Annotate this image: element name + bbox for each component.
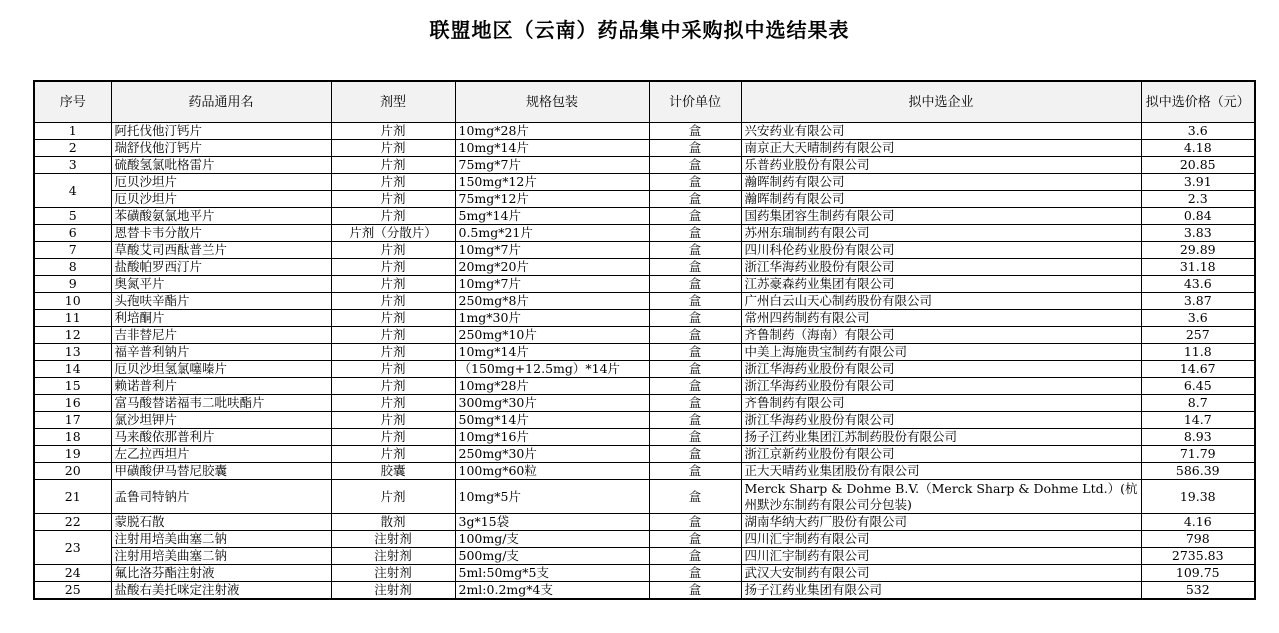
table-row: [34, 276, 1255, 293]
cell-dosage-form: 片剂: [331, 480, 455, 514]
cell-no: 13: [34, 344, 111, 361]
cell-specification: 5ml:50mg*5支: [455, 565, 649, 582]
cell-specification: 10mg*28片: [455, 123, 649, 140]
cell-drug-name: 瑞舒伐他汀钙片: [111, 140, 331, 157]
cell-price: 6.45: [1141, 378, 1255, 395]
cell-price: 3.87: [1141, 293, 1255, 310]
table-row: [34, 191, 1255, 208]
cell-dosage-form: 片剂: [331, 191, 455, 208]
cell-specification: 50mg*14片: [455, 412, 649, 429]
cell-dosage-form: 片剂: [331, 174, 455, 191]
cell-no: 14: [34, 361, 111, 378]
cell-dosage-form: 片剂: [331, 140, 455, 157]
cell-drug-name: 氟比洛芬酯注射液: [111, 565, 331, 582]
cell-unit: 盒: [649, 480, 741, 514]
cell-price: 14.67: [1141, 361, 1255, 378]
cell-specification: 10mg*28片: [455, 378, 649, 395]
cell-specification: 0.5mg*21片: [455, 225, 649, 242]
cell-dosage-form: 注射剂: [331, 548, 455, 565]
cell-specification: 150mg*12片: [455, 174, 649, 191]
cell-price: 257: [1141, 327, 1255, 344]
cell-unit: 盒: [649, 293, 741, 310]
cell-company: 南京正大天晴制药有限公司: [741, 140, 1141, 157]
cell-company: 中美上海施贵宝制药有限公司: [741, 344, 1141, 361]
cell-company: 兴安药业有限公司: [741, 123, 1141, 140]
cell-company: 武汉大安制药有限公司: [741, 565, 1141, 582]
cell-drug-name: 苯磺酸氨氯地平片: [111, 208, 331, 225]
cell-unit: 盒: [649, 565, 741, 582]
cell-no: 20: [34, 463, 111, 480]
cell-specification: 100mg/支: [455, 531, 649, 548]
cell-specification: 10mg*14片: [455, 140, 649, 157]
cell-no: 3: [34, 157, 111, 174]
table-row: [34, 361, 1255, 378]
cell-specification: 20mg*20片: [455, 259, 649, 276]
cell-drug-name: 氯沙坦钾片: [111, 412, 331, 429]
cell-specification: 10mg*5片: [455, 480, 649, 514]
cell-no: 19: [34, 446, 111, 463]
cell-drug-name: 注射用培美曲塞二钠: [111, 531, 331, 548]
cell-dosage-form: 注射剂: [331, 582, 455, 600]
cell-price: 11.8: [1141, 344, 1255, 361]
table-row: [34, 242, 1255, 259]
cell-price: 43.6: [1141, 276, 1255, 293]
cell-drug-name: 盐酸帕罗西汀片: [111, 259, 331, 276]
header-price: 拟中选价格（元）: [1141, 81, 1255, 123]
cell-dosage-form: 注射剂: [331, 565, 455, 582]
table-row: [34, 123, 1255, 140]
table-row: [34, 378, 1255, 395]
cell-specification: 500mg/支: [455, 548, 649, 565]
table-row: [34, 310, 1255, 327]
cell-company: 四川汇宇制药有限公司: [741, 548, 1141, 565]
table-row: [34, 174, 1255, 191]
cell-dosage-form: 片剂: [331, 361, 455, 378]
cell-unit: 盒: [649, 208, 741, 225]
cell-no: 2: [34, 140, 111, 157]
cell-company: 瀚晖制药有限公司: [741, 174, 1141, 191]
cell-dosage-form: 片剂: [331, 208, 455, 225]
cell-specification: 250mg*10片: [455, 327, 649, 344]
cell-company: 浙江华海药业股份有限公司: [741, 378, 1141, 395]
cell-no: 7: [34, 242, 111, 259]
header-unit: 计价单位: [649, 81, 741, 123]
cell-company: 江苏豪森药业集团有限公司: [741, 276, 1141, 293]
cell-dosage-form: 片剂（分散片）: [331, 225, 455, 242]
cell-unit: 盒: [649, 514, 741, 531]
cell-specification: 2ml:0.2mg*4支: [455, 582, 649, 600]
cell-specification: 10mg*16片: [455, 429, 649, 446]
cell-price: 2735.83: [1141, 548, 1255, 565]
cell-drug-name: 蒙脱石散: [111, 514, 331, 531]
cell-dosage-form: 片剂: [331, 429, 455, 446]
cell-price: 0.84: [1141, 208, 1255, 225]
cell-dosage-form: 片剂: [331, 412, 455, 429]
cell-no: 11: [34, 310, 111, 327]
table-row: [34, 395, 1255, 412]
cell-drug-name: 盐酸右美托咪定注射液: [111, 582, 331, 600]
cell-dosage-form: 片剂: [331, 344, 455, 361]
table-row: [34, 412, 1255, 429]
cell-price: 4.18: [1141, 140, 1255, 157]
cell-no: 5: [34, 208, 111, 225]
cell-unit: 盒: [649, 582, 741, 600]
cell-dosage-form: 胶囊: [331, 463, 455, 480]
cell-specification: 1mg*30片: [455, 310, 649, 327]
cell-no: 6: [34, 225, 111, 242]
cell-price: 14.7: [1141, 412, 1255, 429]
cell-no: 1: [34, 123, 111, 140]
cell-drug-name: 厄贝沙坦氢氯噻嗪片: [111, 361, 331, 378]
cell-no: 8: [34, 259, 111, 276]
cell-specification: 75mg*12片: [455, 191, 649, 208]
cell-unit: 盒: [649, 395, 741, 412]
cell-unit: 盒: [649, 259, 741, 276]
cell-specification: 3g*15袋: [455, 514, 649, 531]
table-row: [34, 225, 1255, 242]
cell-company: 扬子江药业集团有限公司: [741, 582, 1141, 600]
cell-drug-name: 阿托伐他汀钙片: [111, 123, 331, 140]
cell-company: 浙江华海药业股份有限公司: [741, 412, 1141, 429]
header-drug-name: 药品通用名: [111, 81, 331, 123]
table-row: [34, 140, 1255, 157]
cell-unit: 盒: [649, 531, 741, 548]
cell-dosage-form: 注射剂: [331, 531, 455, 548]
cell-drug-name: 注射用培美曲塞二钠: [111, 548, 331, 565]
table-row: [34, 259, 1255, 276]
cell-specification: 10mg*7片: [455, 276, 649, 293]
cell-dosage-form: 片剂: [331, 310, 455, 327]
header-company: 拟中选企业: [741, 81, 1141, 123]
cell-drug-name: 左乙拉西坦片: [111, 446, 331, 463]
cell-dosage-form: 片剂: [331, 276, 455, 293]
cell-no: 25: [34, 582, 111, 600]
table-body: [34, 123, 1255, 600]
cell-unit: 盒: [649, 429, 741, 446]
cell-unit: 盒: [649, 191, 741, 208]
cell-drug-name: 硫酸氢氯吡格雷片: [111, 157, 331, 174]
cell-company: 浙江华海药业股份有限公司: [741, 259, 1141, 276]
cell-no: 4: [34, 174, 111, 208]
cell-price: 4.16: [1141, 514, 1255, 531]
cell-no: 22: [34, 514, 111, 531]
cell-no: 9: [34, 276, 111, 293]
cell-company: 齐鲁制药有限公司: [741, 395, 1141, 412]
cell-unit: 盒: [649, 344, 741, 361]
cell-drug-name: 厄贝沙坦片: [111, 191, 331, 208]
cell-company: 浙江华海药业股份有限公司: [741, 361, 1141, 378]
cell-company: Merck Sharp & Dohme B.V.（Merck Sharp & Dohme Ltd.）(杭州默沙东制药有限公司分包装): [741, 480, 1141, 514]
cell-no: 23: [34, 531, 111, 565]
cell-dosage-form: 片剂: [331, 242, 455, 259]
cell-no: 21: [34, 480, 111, 514]
cell-price: 586.39: [1141, 463, 1255, 480]
cell-unit: 盒: [649, 548, 741, 565]
table-row: [34, 582, 1255, 600]
cell-specification: 300mg*30片: [455, 395, 649, 412]
table-row: [34, 514, 1255, 531]
cell-price: 71.79: [1141, 446, 1255, 463]
cell-unit: 盒: [649, 276, 741, 293]
cell-company: 苏州东瑞制药有限公司: [741, 225, 1141, 242]
cell-dosage-form: 片剂: [331, 395, 455, 412]
cell-company: 扬子江药业集团江苏制药股份有限公司: [741, 429, 1141, 446]
cell-specification: 10mg*14片: [455, 344, 649, 361]
cell-price: 3.6: [1141, 123, 1255, 140]
cell-no: 15: [34, 378, 111, 395]
table-row: [34, 548, 1255, 565]
cell-dosage-form: 片剂: [331, 378, 455, 395]
cell-company: 浙江京新药业股份有限公司: [741, 446, 1141, 463]
cell-no: 12: [34, 327, 111, 344]
cell-drug-name: 奥氮平片: [111, 276, 331, 293]
cell-price: 20.85: [1141, 157, 1255, 174]
table-row: [34, 565, 1255, 582]
cell-unit: 盒: [649, 361, 741, 378]
cell-unit: 盒: [649, 463, 741, 480]
cell-unit: 盒: [649, 327, 741, 344]
cell-dosage-form: 片剂: [331, 259, 455, 276]
cell-price: 8.7: [1141, 395, 1255, 412]
cell-company: 湖南华纳大药厂股份有限公司: [741, 514, 1141, 531]
cell-price: 19.38: [1141, 480, 1255, 514]
cell-no: 24: [34, 565, 111, 582]
header-no: 序号: [34, 81, 111, 123]
cell-company: 国药集团容生制药有限公司: [741, 208, 1141, 225]
cell-price: 3.83: [1141, 225, 1255, 242]
cell-price: 3.6: [1141, 310, 1255, 327]
cell-dosage-form: 片剂: [331, 327, 455, 344]
cell-unit: 盒: [649, 412, 741, 429]
cell-price: 798: [1141, 531, 1255, 548]
cell-dosage-form: 片剂: [331, 293, 455, 310]
cell-specification: （150mg+12.5mg）*14片: [455, 361, 649, 378]
table-row: [34, 344, 1255, 361]
cell-specification: 250mg*30片: [455, 446, 649, 463]
cell-specification: 5mg*14片: [455, 208, 649, 225]
cell-dosage-form: 片剂: [331, 446, 455, 463]
cell-company: 四川科伦药业股份有限公司: [741, 242, 1141, 259]
cell-unit: 盒: [649, 174, 741, 191]
cell-drug-name: 甲磺酸伊马替尼胶囊: [111, 463, 331, 480]
header-dosage-form: 剂型: [331, 81, 455, 123]
table-row: [34, 429, 1255, 446]
cell-dosage-form: 片剂: [331, 123, 455, 140]
cell-unit: 盒: [649, 242, 741, 259]
cell-specification: 75mg*7片: [455, 157, 649, 174]
cell-price: 532: [1141, 582, 1255, 600]
cell-drug-name: 恩替卡韦分散片: [111, 225, 331, 242]
cell-drug-name: 吉非替尼片: [111, 327, 331, 344]
cell-drug-name: 草酸艾司西酞普兰片: [111, 242, 331, 259]
table-row: [34, 208, 1255, 225]
cell-dosage-form: 片剂: [331, 157, 455, 174]
cell-unit: 盒: [649, 378, 741, 395]
cell-price: 2.3: [1141, 191, 1255, 208]
cell-company: 乐普药业股份有限公司: [741, 157, 1141, 174]
table-row: [34, 531, 1255, 548]
cell-price: 29.89: [1141, 242, 1255, 259]
table-row: [34, 463, 1255, 480]
cell-drug-name: 头孢呋辛酯片: [111, 293, 331, 310]
cell-company: 正大天晴药业集团股份有限公司: [741, 463, 1141, 480]
table-row: [34, 480, 1255, 514]
cell-specification: 100mg*60粒: [455, 463, 649, 480]
document-title: 联盟地区（云南）药品集中采购拟中选结果表: [429, 18, 850, 42]
cell-price: 8.93: [1141, 429, 1255, 446]
cell-unit: 盒: [649, 310, 741, 327]
cell-drug-name: 福辛普利钠片: [111, 344, 331, 361]
cell-unit: 盒: [649, 157, 741, 174]
cell-dosage-form: 散剂: [331, 514, 455, 531]
cell-drug-name: 富马酸替诺福韦二吡呋酯片: [111, 395, 331, 412]
cell-company: 齐鲁制药（海南）有限公司: [741, 327, 1141, 344]
cell-price: 31.18: [1141, 259, 1255, 276]
cell-company: 瀚晖制药有限公司: [741, 191, 1141, 208]
table-header-row: [34, 81, 1255, 123]
table-row: [34, 293, 1255, 310]
cell-no: 17: [34, 412, 111, 429]
cell-unit: 盒: [649, 140, 741, 157]
procurement-results-table: [33, 80, 1256, 600]
cell-unit: 盒: [649, 446, 741, 463]
cell-company: 四川汇宇制药有限公司: [741, 531, 1141, 548]
table-row: [34, 157, 1255, 174]
cell-company: 广州白云山天心制药股份有限公司: [741, 293, 1141, 310]
cell-price: 3.91: [1141, 174, 1255, 191]
cell-unit: 盒: [649, 123, 741, 140]
cell-specification: 250mg*8片: [455, 293, 649, 310]
cell-drug-name: 赖诺普利片: [111, 378, 331, 395]
cell-drug-name: 利培酮片: [111, 310, 331, 327]
table-row: [34, 446, 1255, 463]
cell-price: 109.75: [1141, 565, 1255, 582]
header-specification: 规格包装: [455, 81, 649, 123]
table-row: [34, 327, 1255, 344]
cell-no: 10: [34, 293, 111, 310]
cell-specification: 10mg*7片: [455, 242, 649, 259]
cell-drug-name: 马来酸依那普利片: [111, 429, 331, 446]
cell-drug-name: 厄贝沙坦片: [111, 174, 331, 191]
cell-no: 16: [34, 395, 111, 412]
cell-unit: 盒: [649, 225, 741, 242]
cell-drug-name: 孟鲁司特钠片: [111, 480, 331, 514]
cell-company: 常州四药制药有限公司: [741, 310, 1141, 327]
cell-no: 18: [34, 429, 111, 446]
